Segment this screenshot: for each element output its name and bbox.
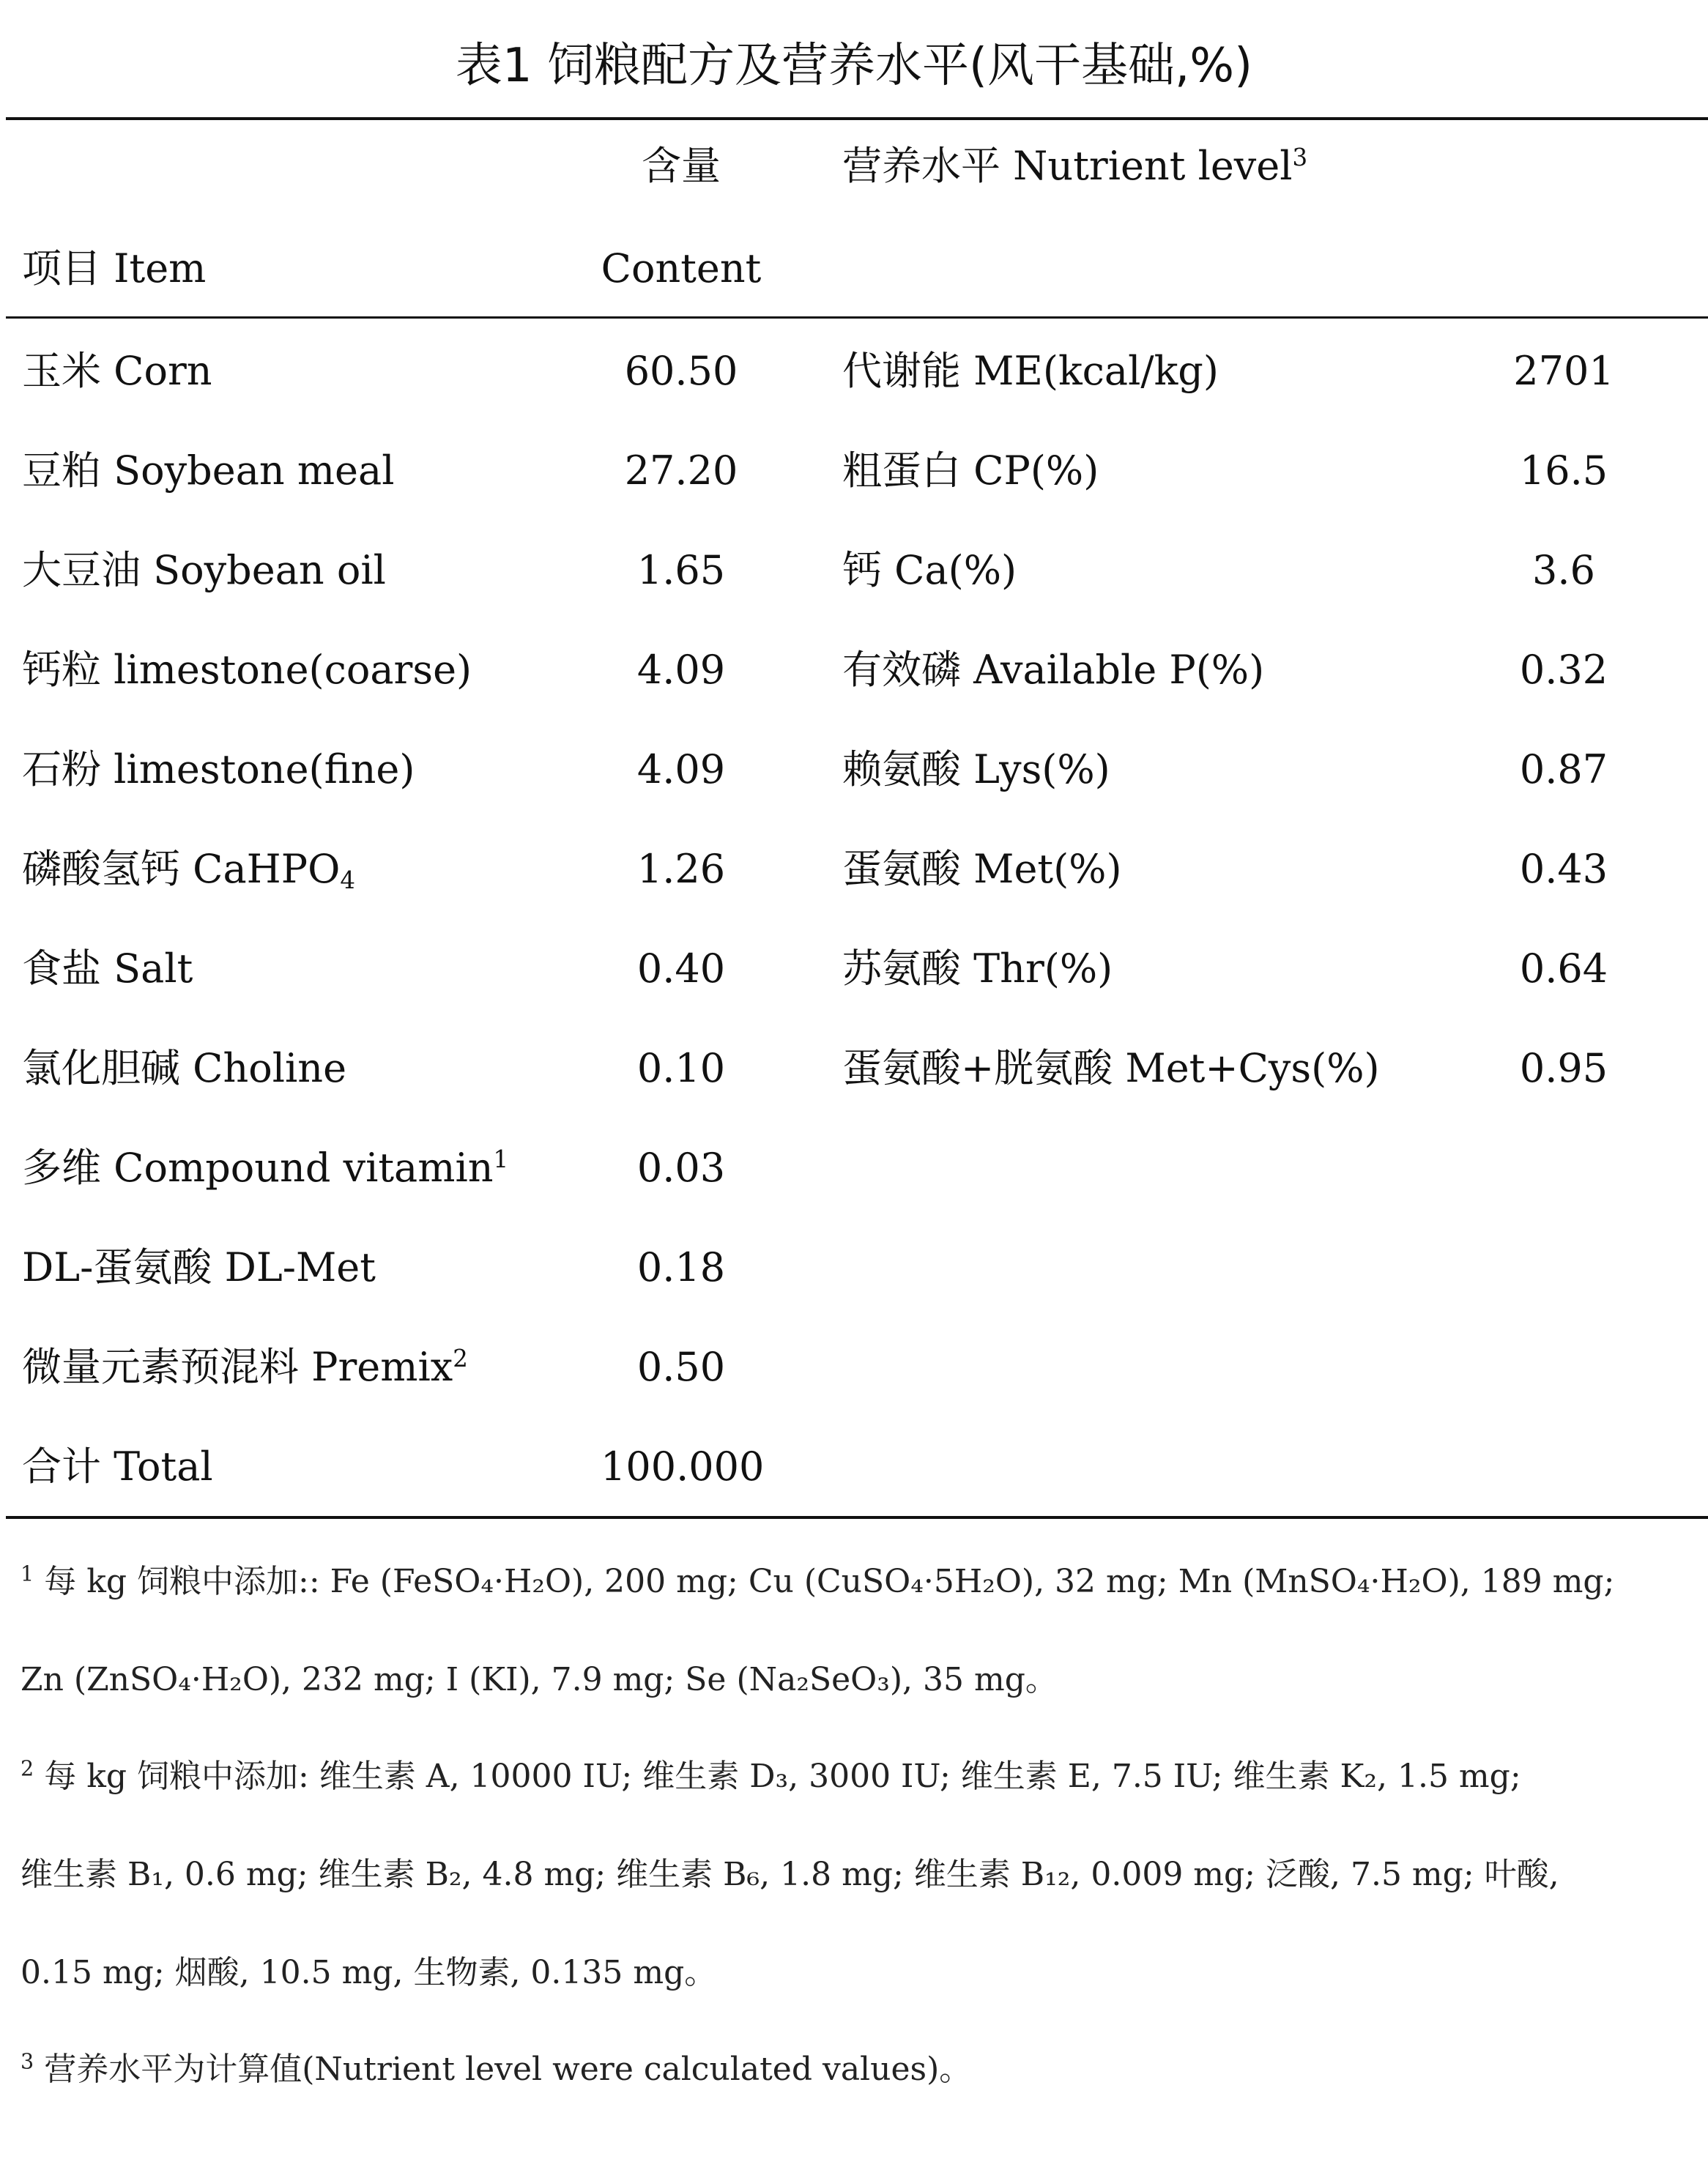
- ingredient-name-sup: 2: [453, 1345, 468, 1372]
- ingredient-name: 合计 Total: [22, 1443, 213, 1490]
- nutrient-value: 3.6: [1532, 547, 1595, 593]
- ingredient-value: 0.50: [636, 1344, 726, 1390]
- ingredient-value: 4.09: [636, 746, 726, 792]
- header-content-en: Content: [601, 245, 762, 291]
- nutrient-value: 2701: [1513, 348, 1614, 394]
- footnote-2-line-1: [21, 1755, 1521, 1795]
- nutrient-value: 0.32: [1519, 647, 1608, 693]
- header-nutrient-level-text: 营养水平 Nutrient level: [842, 143, 1293, 189]
- footnote-1-text: 每 kg 饲粮中添加:: Fe (FeSO₄·H₂O), 200 mg; Cu (CuSO₄·5H₂O), 32 mg; Mn (MnSO₄·H₂O), 189 mg;: [44, 1563, 1615, 1600]
- ingredient-value: 1.65: [636, 547, 726, 593]
- bottom-rule: [6, 1516, 1708, 1519]
- header-nutrient-level-sup: 3: [1292, 144, 1308, 171]
- ingredient-name-sup: 1: [493, 1145, 509, 1173]
- ingredient-name: 大豆油 Soybean oil: [22, 547, 386, 593]
- ingredient-value: 60.50: [624, 348, 738, 394]
- nutrient-name: 有效磷 Available P(%): [842, 647, 1265, 693]
- ingredient-value: 0.40: [636, 945, 726, 992]
- ingredient-name: [22, 1344, 468, 1390]
- nutrient-value: 0.87: [1519, 746, 1608, 792]
- footnote-2-text: 每 kg 饲粮中添加: 维生素 A, 10000 IU; 维生素 D₃, 3000 IU; 维生素 E, 7.5 IU; 维生素 K₂, 1.5 mg;: [44, 1758, 1521, 1795]
- ingredient-value: 0.03: [636, 1145, 726, 1191]
- footnote-3-text: 营养水平为计算值(Nutrient level were calculated values)。: [44, 2051, 972, 2088]
- ingredient-name-text: 磷酸氢钙 CaHPO: [22, 846, 341, 892]
- nutrient-name: 赖氨酸 Lys(%): [842, 746, 1110, 792]
- ingredient-name: 钙粒 limestone(coarse): [22, 647, 472, 693]
- ingredient-name-text: 多维 Compound vitamin: [22, 1145, 494, 1191]
- nutrient-name: 代谢能 ME(kcal/kg): [842, 348, 1219, 394]
- nutrient-name: 蛋氨酸+胱氨酸 Met+Cys(%): [842, 1045, 1380, 1091]
- ingredient-name: [22, 1145, 509, 1191]
- nutrient-value: 0.95: [1519, 1045, 1608, 1091]
- footnote-1-line-1: [21, 1561, 1615, 1600]
- ingredient-value: 100.000: [601, 1443, 765, 1490]
- nutrient-name: 钙 Ca(%): [842, 547, 1017, 593]
- ingredient-name: 玉米 Corn: [22, 348, 212, 394]
- top-rule: [6, 117, 1708, 120]
- ingredient-value: 1.26: [636, 846, 726, 892]
- ingredient-name: 食盐 Salt: [22, 945, 193, 992]
- ingredient-value: 0.10: [636, 1045, 726, 1091]
- nutrient-value: 0.64: [1519, 945, 1608, 992]
- ingredient-name-text: 微量元素预混料 Premix: [22, 1344, 453, 1390]
- footnote-2-line-2: 维生素 B₁, 0.6 mg; 维生素 B₂, 4.8 mg; 维生素 B₆, 1.8 mg; 维生素 B₁₂, 0.009 mg; 泛酸, 7.5 mg; 叶酸,: [21, 1856, 1559, 1893]
- footnote-2-line-3: 0.15 mg; 烟酸, 10.5 mg, 生物素, 0.135 mg。: [21, 1954, 717, 1991]
- ingredient-name-sub: 4: [340, 866, 355, 895]
- header-content-cn: 含量: [642, 143, 721, 189]
- ingredient-value: 0.18: [636, 1244, 726, 1290]
- nutrient-name: 蛋氨酸 Met(%): [842, 846, 1122, 892]
- footnote-1-line-2: Zn (ZnSO₄·H₂O), 232 mg; I (KI), 7.9 mg; Se (Na₂SeO₃), 35 mg。: [21, 1661, 1058, 1698]
- nutrient-value: 0.43: [1519, 846, 1608, 892]
- header-item: 项目 Item: [22, 245, 207, 291]
- ingredient-name: 氯化胆碱 Choline: [22, 1045, 347, 1091]
- ingredient-value: 27.20: [624, 447, 738, 494]
- header-nutrient-level: [842, 143, 1308, 189]
- ingredient-name: DL-蛋氨酸 DL-Met: [22, 1244, 376, 1290]
- nutrient-name: 粗蛋白 CP(%): [842, 447, 1099, 494]
- header-rule: [6, 316, 1708, 319]
- ingredient-name: 石粉 limestone(fine): [22, 746, 415, 792]
- table-title: 表1 饲粮配方及营养水平(风干基础,%): [455, 39, 1253, 93]
- ingredient-name: [22, 846, 355, 895]
- footnote-2-mark: 2: [21, 1755, 34, 1781]
- ingredient-name: 豆粕 Soybean meal: [22, 447, 395, 494]
- nutrient-value: 16.5: [1519, 447, 1608, 494]
- ingredient-value: 4.09: [636, 647, 726, 693]
- footnote-3-line-1: [21, 2048, 972, 2088]
- nutrient-name: 苏氨酸 Thr(%): [842, 945, 1113, 992]
- footnote-1-mark: 1: [21, 1561, 34, 1586]
- footnote-3-mark: 3: [21, 2048, 34, 2074]
